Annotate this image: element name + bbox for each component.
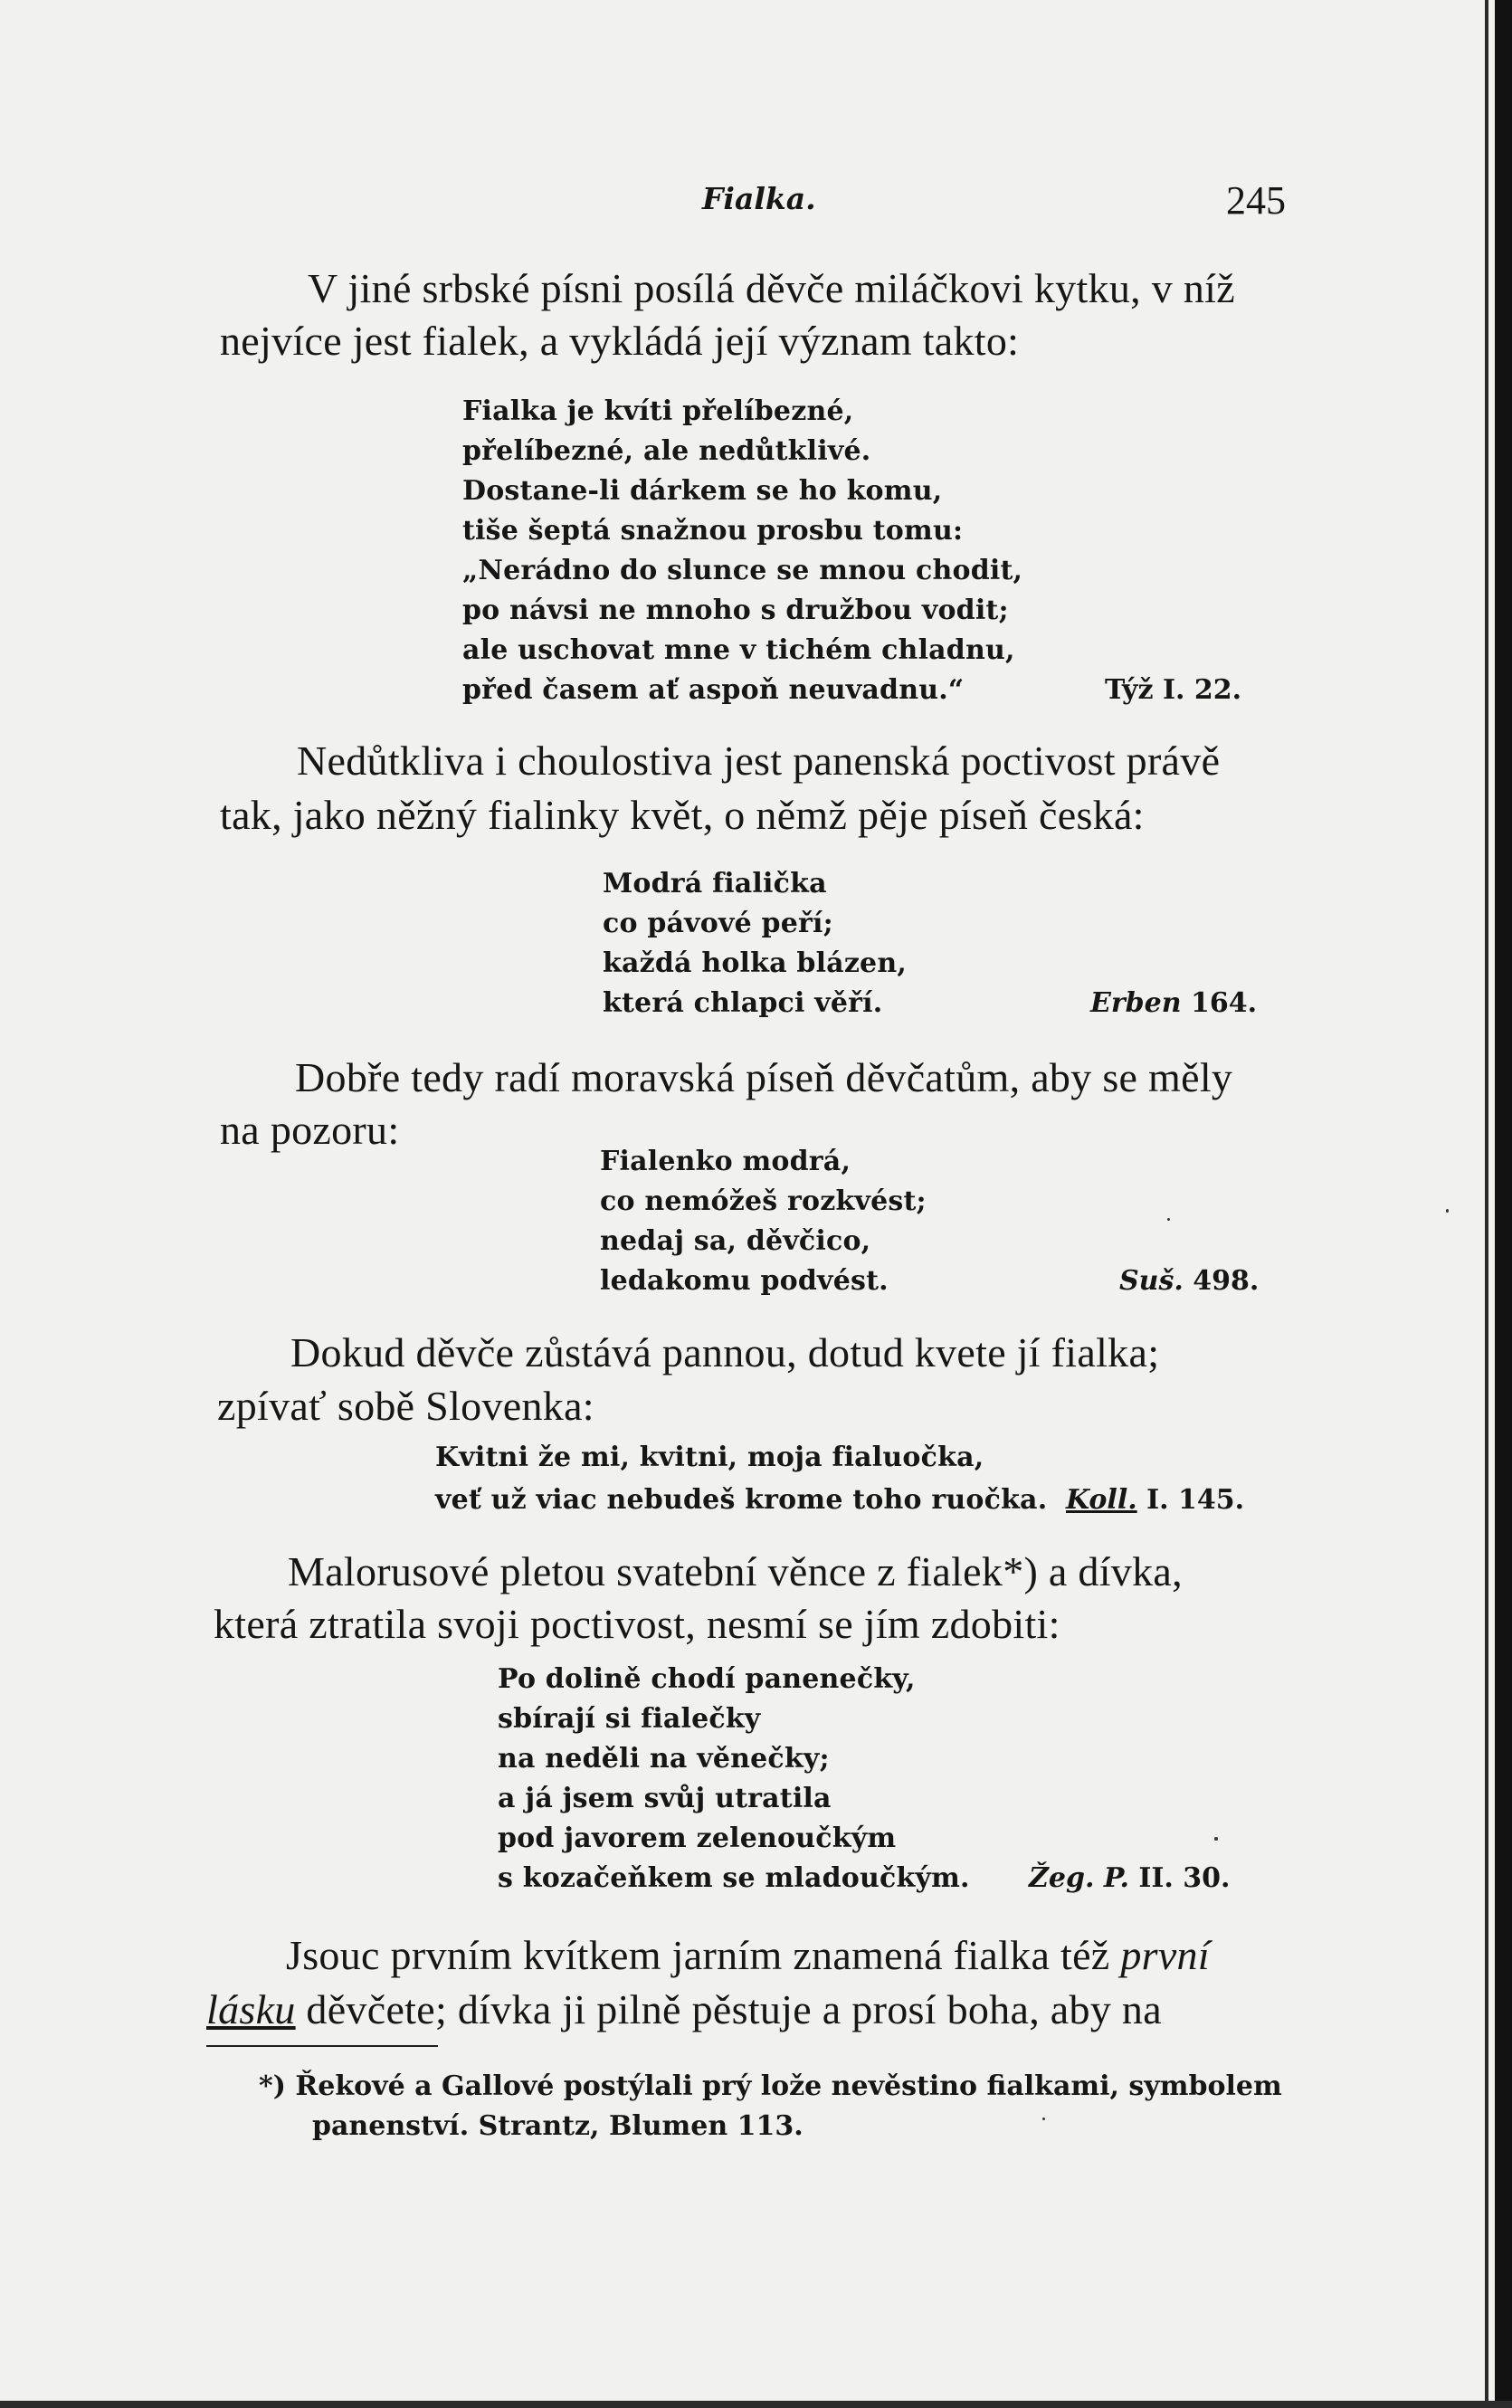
verse-line: s kozačeňkem se mladoučkým. <box>498 1862 970 1894</box>
paragraph-line: tak, jako něžný fialinky květ, o němž pěje píseň česká: <box>220 792 1145 838</box>
verse-line: co pávové peří; <box>603 908 833 939</box>
paragraph-line: Dobře tedy radí moravská píseň děvčatům, aby se měly <box>295 1054 1233 1100</box>
verse-line: každá holka blázen, <box>603 947 907 979</box>
scan-speck <box>1167 1218 1170 1221</box>
verse-line: která chlapci věří. <box>603 987 883 1019</box>
paragraph-line: Nedůtkliva i choulostiva jest panenská poctivost právě <box>297 738 1221 784</box>
verse-line: „Nerádno do slunce se mnou chodit, <box>462 555 1023 586</box>
paragraph-line: Dokud děvče zůstává pannou, dotud kvete jí fialka; <box>290 1329 1160 1375</box>
paragraph-line <box>206 1985 1162 2033</box>
citation <box>1119 1265 1259 1297</box>
citation-ref: 498. <box>1193 1265 1260 1297</box>
verse-line: tiše šeptá snažnou prosbu tomu: <box>462 515 964 547</box>
citation-ref: 164. <box>1191 987 1258 1019</box>
verse-line: veť už viac nebudeš krome toho ruočka. <box>435 1484 1048 1516</box>
verse-line: pod javorem zelenoučkým <box>498 1823 897 1854</box>
footnote-line: panenství. Strantz, Blumen 113. <box>312 2110 804 2142</box>
verse-line: Fialenko modrá, <box>600 1146 851 1177</box>
running-title: Fialka. <box>702 181 816 216</box>
verse-line: sbírají si fialečky <box>498 1703 761 1735</box>
emphasis-text: lásku <box>206 1986 296 2032</box>
citation: Týž I. 22. <box>1105 674 1242 706</box>
verse-line: co nemóžeš rozkvést; <box>600 1185 927 1217</box>
paragraph-text: děvčete; dívka ji pilně pěstuje a prosí boha, aby na <box>295 1986 1162 2032</box>
verse-line: na neděli na věnečky; <box>498 1743 830 1775</box>
citation <box>1029 1862 1231 1894</box>
verse-line: ale uschovat mne v tichém chladnu, <box>462 634 1015 666</box>
citation-source: Žeg. P. <box>1029 1862 1129 1894</box>
scan-speck <box>1446 1209 1449 1213</box>
citation <box>1066 1484 1244 1516</box>
footnote-divider <box>206 2045 438 2047</box>
verse-line: ledakomu podvést. <box>600 1265 889 1297</box>
paragraph-line <box>286 1931 1210 1979</box>
citation-ref: I. 145. <box>1146 1484 1245 1516</box>
paragraph-line: zpívať sobě Slovenka: <box>217 1383 594 1429</box>
verse-line: Kvitni že mi, kvitni, moja fialuočka, <box>435 1442 984 1473</box>
verse-line: nedaj sa, děvčico, <box>600 1225 871 1257</box>
emphasis-text: první <box>1120 1932 1210 1978</box>
verse-line: před časem ať aspoň neuvadnu.“ <box>462 674 965 706</box>
scan-speck <box>1042 2118 1045 2120</box>
page-scan-edge-line <box>1485 0 1488 2408</box>
citation-source: Suš. <box>1119 1265 1184 1297</box>
scan-speck <box>1214 1837 1218 1841</box>
paragraph-text: Jsouc prvním kvítkem jarním znamená fialka též <box>286 1932 1121 1978</box>
verse-line: Dostane-li dárkem se ho komu, <box>462 475 943 507</box>
citation-source: Koll. <box>1066 1484 1137 1516</box>
citation <box>1090 987 1257 1019</box>
page-scan-bottom-edge <box>0 2401 1512 2408</box>
paragraph-line: nejvíce jest fialek, a vykládá její význam takto: <box>220 318 1020 364</box>
paragraph-line: Malorusové pletou svatební věnce z fialek*) a dívka, <box>288 1548 1183 1594</box>
paragraph-line: která ztratila svoji poctivost, nesmí se jím zdobiti: <box>214 1601 1060 1647</box>
paragraph-line: na pozoru: <box>220 1107 400 1153</box>
verse-line: Po dolině chodí panenečky, <box>498 1663 916 1695</box>
verse-line: a já jsem svůj utratila <box>498 1783 832 1814</box>
verse-line: Modrá fialička <box>603 868 827 899</box>
page-number: 245 <box>1226 178 1286 223</box>
verse-line: přelíbezné, ale nedůtklivé. <box>462 435 871 467</box>
verse-line: po návsi ne mnoho s družbou vodit; <box>462 595 1009 626</box>
paragraph-line: V jiné srbské písni posílá děvče miláčkovi kytku, v níž <box>308 265 1235 311</box>
citation-ref: II. 30. <box>1138 1862 1231 1894</box>
verse-line: Fialka je kvíti přelíbezné, <box>462 395 854 427</box>
citation-source: Erben <box>1090 987 1182 1019</box>
page-scan-edge <box>1495 0 1512 2408</box>
footnote-line: *) Řekové a Gallové postýlali prý lože nevěstino fialkami, symbolem <box>259 2070 1282 2102</box>
